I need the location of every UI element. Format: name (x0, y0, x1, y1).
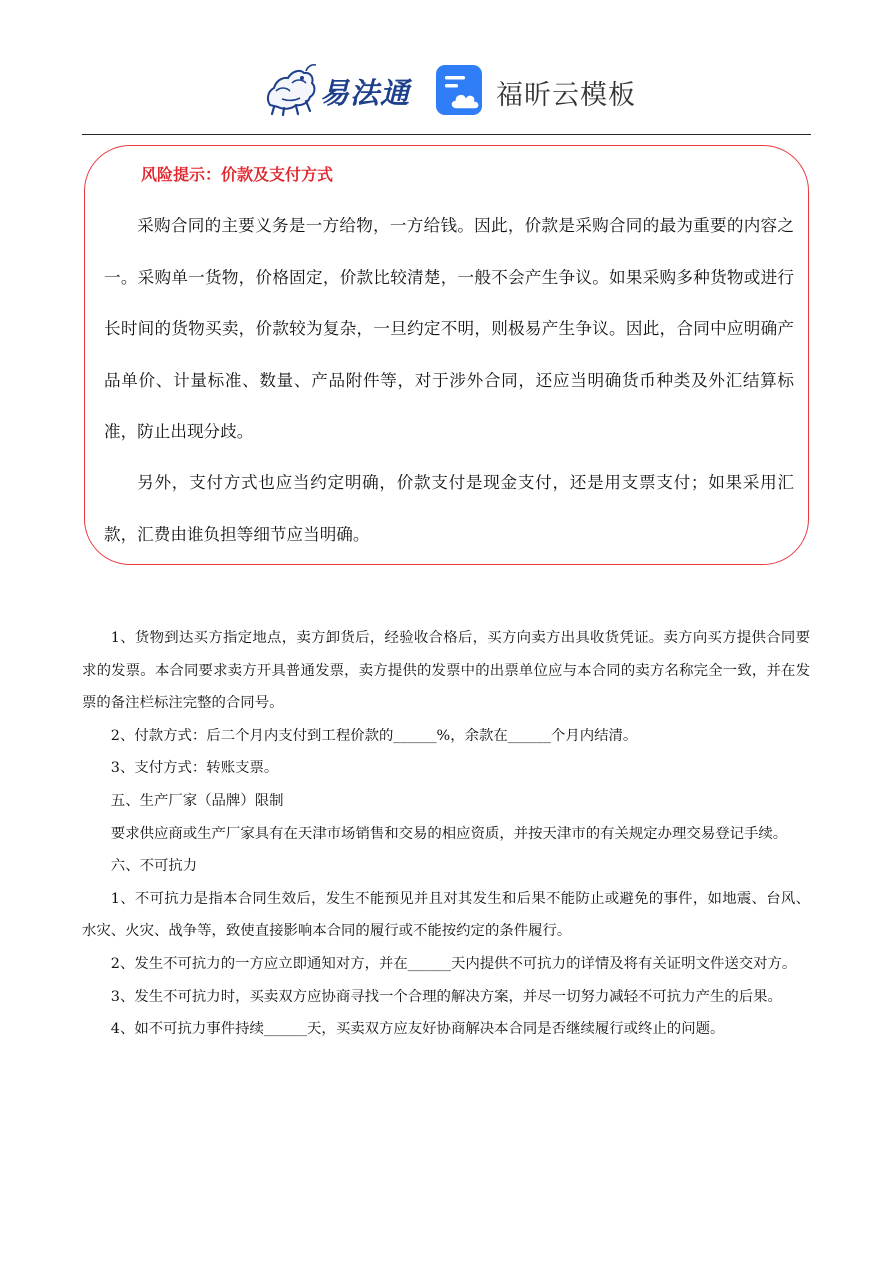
header-divider (82, 134, 811, 135)
risk-warning-paragraph: 采购合同的主要义务是一方给物，一方给钱。因此，价款是采购合同的最为重要的内容之一。采购单一货物，价格固定，价款比较清楚，一般不会产生争议。如果采购多种货物或进行长时间的货物买卖，价款较为复杂，一旦约定不明，则极易产生争议。因此，合同中应明确产品单价、计量标准、数量、产品附件等，对于涉外合同，还应当明确货币种类及外汇结算标准，防止出现分歧。 (104, 216, 794, 441)
contract-paragraph: 3、发生不可抗力时，买卖双方应协商寻找一个合理的解决方案，并尽一切努力减轻不可抗力产生的后果。 (110, 988, 782, 1005)
contract-paragraph: 2、发生不可抗力的一方应立即通知对方，并在______天内提供不可抗力的详情及将有关证明文件送交对方。 (110, 955, 797, 972)
yifatong-brand-text: 易法通 (320, 76, 411, 110)
qilin-mascot-icon (262, 61, 322, 117)
section-heading: 五、生产厂家（品牌）限制 (110, 792, 284, 809)
section-heading: 六、不可抗力 (110, 858, 198, 875)
fuxin-brand-text: 福昕云模板 (496, 80, 636, 111)
contract-paragraph: 3、支付方式：转账支票。 (110, 760, 279, 777)
contract-paragraph: 1、货物到达买方指定地点，卖方卸货后，经验收合格后，买方向卖方出具收货凭证。卖方向买方提供合同要求的发票。本合同要求卖方开具普通发票，卖方提供的发票中的出票单位应与本合同的卖方名称完全一致，并在发票的备注栏标注完整的合同号。 (82, 630, 810, 712)
risk-warning-title: 风险提示：价款及支付方式 (141, 165, 334, 184)
document-header (0, 55, 893, 125)
yifatong-logo (262, 61, 422, 117)
fuxin-template-logo (436, 63, 636, 119)
cloud-document-icon (436, 63, 488, 117)
risk-warning-paragraph: 另外，支付方式也应当约定明确，价款支付是现金支付，还是用支票支付；如果采用汇款，汇费由谁负担等细节应当明确。 (104, 473, 794, 544)
contract-paragraph: 4、如不可抗力事件持续______天，买卖双方应友好协商解决本合同是否继续履行或终止的问题。 (110, 1021, 725, 1038)
contract-paragraph: 2、付款方式：后二个月内支付到工程价款的______%，余款在______个月内结清。 (110, 727, 638, 744)
contract-paragraph: 1、不可抗力是指本合同生效后，发生不能预见并且对其发生和后果不能防止或避免的事件，如地震、台风、水灾、火灾、战争等，致使直接影响本合同的履行或不能按约定的条件履行。 (82, 890, 810, 940)
contract-paragraph: 要求供应商或生产厂家具有在天津市场销售和交易的相应资质，并按天津市的有关规定办理交易登记手续。 (110, 825, 788, 842)
contract-body (82, 622, 810, 1046)
